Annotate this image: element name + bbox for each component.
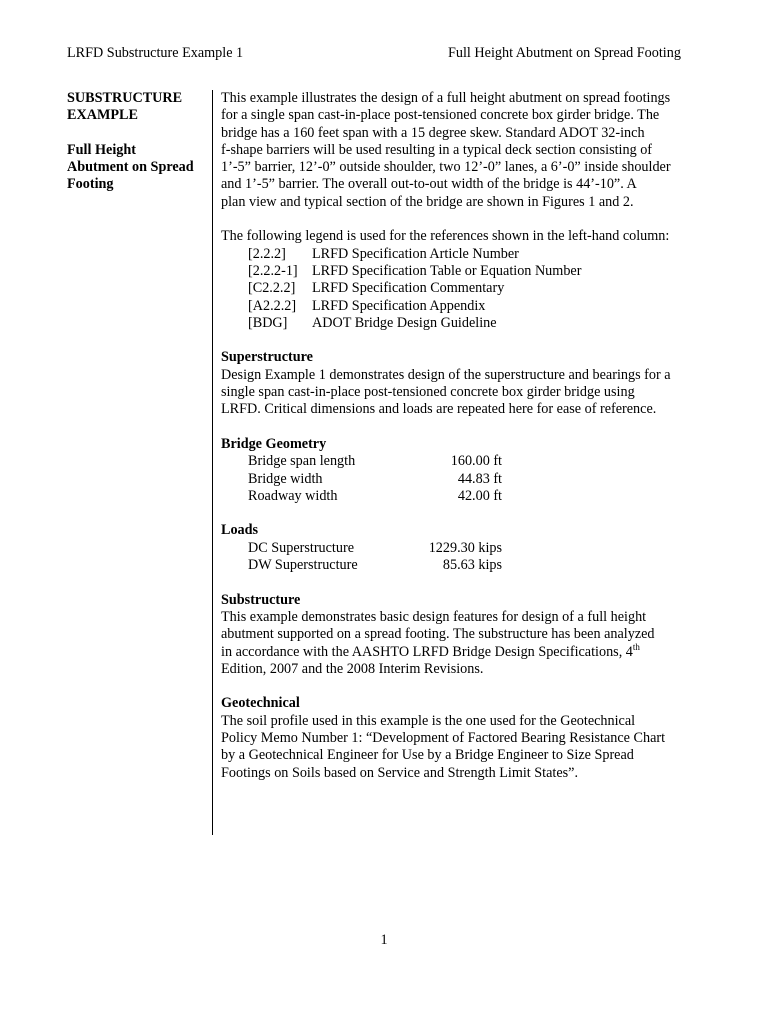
legend-description: ADOT Bridge Design Guideline: [312, 314, 497, 331]
geometry-label: Bridge span length: [248, 453, 356, 470]
column-divider: [212, 90, 213, 835]
text-line: Edition, 2007 and the 2008 Interim Revisions.: [221, 660, 484, 677]
sidebar-subtitle-line: Abutment on Spread: [67, 159, 194, 176]
legend-code: [BDG]: [248, 314, 288, 331]
loads-value: 85.63 kips: [442, 557, 502, 574]
sidebar-title-line: EXAMPLE: [67, 107, 138, 124]
legend-description: LRFD Specification Article Number: [312, 245, 519, 262]
loads-label: DC Superstructure: [248, 539, 354, 556]
geometry-row: [221, 488, 711, 505]
legend-item: [221, 315, 711, 332]
loads-label: DW Superstructure: [248, 557, 358, 574]
text-line: and 1’-5” barrier. The overall out-to-out width of the bridge is 44’-10”. A: [221, 176, 637, 193]
text-line: f-shape barriers will be used resulting in a typical deck section consisting of: [221, 141, 653, 158]
geometry-value: 160.00 ft: [450, 453, 502, 470]
sidebar-title: [67, 90, 207, 125]
text-line: for a single span cast-in-place post-tensioned concrete box girder bridge. The: [221, 107, 660, 124]
sidebar-subtitle-line: Footing: [67, 176, 114, 193]
header-right-title: Full Height Abutment on Spread Footing: [448, 45, 681, 61]
text-line: abutment supported on a spread footing. The substructure has been analyzed: [221, 626, 655, 643]
section-heading-superstructure: Superstructure: [221, 349, 313, 366]
legend-item: [221, 298, 711, 315]
geometry-row: [221, 471, 711, 488]
main-content: [221, 90, 711, 782]
geotechnical-paragraph: [221, 713, 711, 782]
legend-code: [A2.2.2]: [248, 297, 297, 314]
legend-code: [2.2.2-1]: [248, 262, 298, 279]
text-line: 1’-5” barrier, 12’-0” outside shoulder, two 12’-0” lanes, a 6’-0” inside shoulder: [221, 159, 671, 176]
legend-code: [2.2.2]: [248, 245, 286, 262]
text-line: Policy Memo Number 1: “Development of Factored Bearing Resistance Chart: [221, 729, 666, 746]
page-number: 1: [380, 932, 388, 948]
text-segment: in accordance with the AASHTO LRFD Bridge Design Specifications, 4: [221, 643, 633, 660]
loads-row: [221, 557, 711, 574]
geometry-value: 44.83 ft: [457, 470, 502, 487]
text-line: Design Example 1 demonstrates design of the superstructure and bearings for a: [221, 366, 671, 383]
text-line: LRFD. Critical dimensions and loads are repeated here for ease of reference.: [221, 401, 657, 418]
legend-description: LRFD Specification Table or Equation Number: [312, 262, 582, 279]
text-line: This example demonstrates basic design features for design of a full height: [221, 608, 647, 625]
text-line: The soil profile used in this example is the one used for the Geotechnical: [221, 712, 636, 729]
geometry-row: [221, 453, 711, 470]
text-line: plan view and typical section of the bridge are shown in Figures 1 and 2.: [221, 193, 634, 210]
loads-row: [221, 540, 711, 557]
sidebar: [67, 90, 207, 211]
text-line: by a Geotechnical Engineer for Use by a Bridge Engineer to Size Spread: [221, 747, 634, 764]
loads-value: 1229.30 kips: [428, 539, 502, 556]
geometry-value: 42.00 ft: [457, 487, 502, 504]
section-heading-bridge-geometry: Bridge Geometry: [221, 435, 327, 452]
text-line: bridge has a 160 feet span with a 15 degree skew. Standard ADOT 32-inch: [221, 124, 645, 141]
legend-description: LRFD Specification Commentary: [312, 280, 505, 297]
section-heading-loads: Loads: [221, 522, 259, 539]
intro-paragraph: [221, 90, 711, 211]
text-line: Footings on Soils based on Service and Strength Limit States”.: [221, 764, 579, 781]
geometry-label: Bridge width: [248, 470, 323, 487]
ordinal-superscript: th: [632, 641, 640, 652]
legend-item: [221, 263, 711, 280]
sidebar-subtitle-line: Full Height: [67, 141, 136, 158]
sidebar-subtitle: [67, 142, 207, 194]
section-heading-substructure: Substructure: [221, 591, 301, 608]
text-line: [221, 641, 640, 660]
substructure-paragraph: [221, 609, 711, 678]
superstructure-paragraph: [221, 367, 711, 419]
legend-code: [C2.2.2]: [248, 280, 296, 297]
legend-description: LRFD Specification Appendix: [312, 297, 486, 314]
section-heading-geotechnical: Geotechnical: [221, 695, 300, 712]
legend-item: [221, 246, 711, 263]
sidebar-title-line: SUBSTRUCTURE: [67, 90, 183, 106]
text-line: single span cast-in-place post-tensioned concrete box girder bridge using: [221, 384, 635, 401]
geometry-label: Roadway width: [248, 487, 338, 504]
text-line: This example illustrates the design of a full height abutment on spread footings: [221, 90, 671, 106]
header-left-title: LRFD Substructure Example 1: [67, 45, 244, 61]
legend-item: [221, 280, 711, 297]
legend-intro: The following legend is used for the references shown in the left-hand column:: [221, 228, 670, 245]
